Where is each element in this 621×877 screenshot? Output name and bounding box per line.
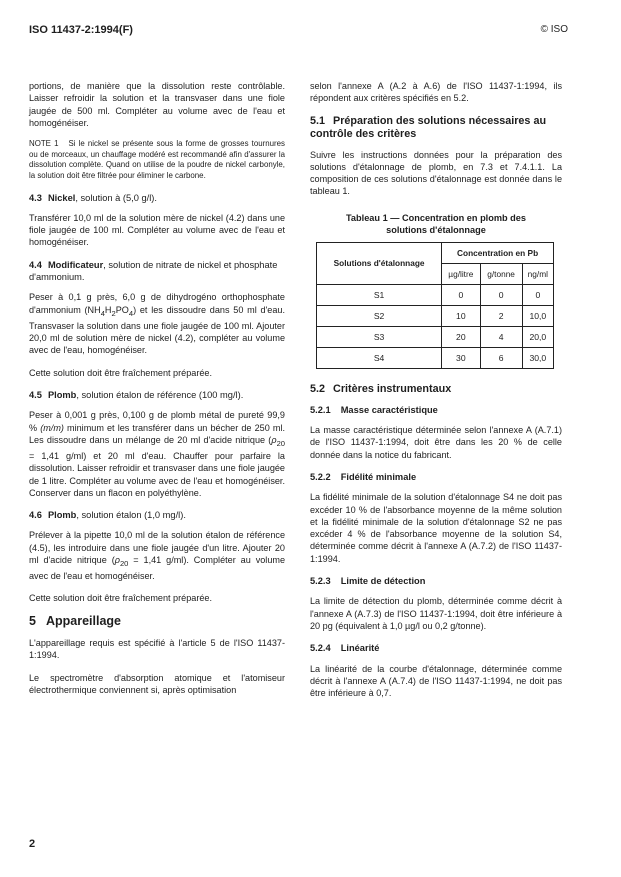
- section-title: Plomb: [47, 510, 77, 521]
- section-subtitle: , solution de nitrate de nickel et phosphate d'ammonium.: [29, 259, 278, 283]
- table-unit: µg/litre: [442, 263, 480, 284]
- section-subtitle: , solution à (5,0 g/l).: [75, 192, 157, 203]
- section-title: Nickel: [47, 192, 76, 203]
- table-unit: g/tonne: [480, 263, 522, 284]
- table-row: S1 0 0 0: [317, 284, 554, 305]
- table-header-concentration: Concentration en Pb: [442, 242, 554, 263]
- copyright-mark: © ISO: [540, 24, 568, 35]
- note-text: Si le nickel se présente sous la forme de grosses tournures ou de morceaux, un chauffage modéré est recommandé afin d'assurer la dissolution complète. Quand on utilise de la poudre de nickel carbonyle, la solution doit être filtrée pour éliminer le carbone.: [29, 139, 285, 180]
- table-row: S4 30 6 30,0: [317, 347, 554, 368]
- table-row: S2 10 2 10,0: [317, 305, 554, 326]
- note-1: [29, 139, 285, 181]
- heading-5-2-3: 5.2.3 Limite de détection: [310, 576, 426, 587]
- section-number: 4.5: [29, 389, 42, 400]
- paragraph: La limite de détection du plomb, déterminée comme décrit à l'annexe A (A.7.3) de l'ISO 11437-1:1994, doit être inférieure à 20 pg (équivalent à 1,0 µg/l ou 0,2 g/tonne).: [310, 596, 562, 631]
- section-subtitle: , solution étalon de référence (100 mg/l).: [76, 389, 244, 400]
- paragraph: La masse caractéristique déterminée selon l'annexe A (A.7.1) de l'ISO 11437-1:1994, doit être dans les 20 % de celle donnée dans la notice du fabricant.: [310, 425, 562, 460]
- document-id: ISO 11437-2:1994(F): [29, 24, 133, 36]
- heading-4-6: [29, 509, 285, 521]
- note-label: NOTE 1: [29, 139, 59, 149]
- paragraph: La fidélité minimale de la solution d'étalonnage S4 ne doit pas excéder 10 % de l'absorbance moyenne de la même solution et la fidélité minimale de la solution d'étalonnage S2 ne pas excéder 4 % de l'absorbance moyenne de la solution S4, déterminée comme décrit à l'annexe A (A.7.2) de l'ISO 11437-1:1994.: [310, 492, 562, 564]
- table-unit: ng/ml: [522, 263, 553, 284]
- paragraph: Suivre les instructions données pour la préparation des solutions d'étalonnage de plomb, en 7.3 et 7.4.1.1. La composition de ces solutions d'étalonnage est donnée dans le tableau 1.: [310, 149, 562, 197]
- paragraph: Peser à 0,001 g près, 0,100 g de plomb métal de pureté 99,9 % (m/m) minimum et les transférer dans un bécher de 250 ml. Les dissoudre dans un mélange de 20 ml d'acide nitrique ($\rho_{20} = 1,41$ g/ml) et 20 ml d'eau. Chauffer pour parfaire la dissolution. Laisser refroidir et transvaser dans une fiole jaugée de 1 litre. Compléter au volume avec de l'eau et homogénéiser. Conserver dans un flacon en polyéthylène.: [29, 410, 285, 498]
- table-caption: Tableau 1 — Concentration en plomb des solutions d'étalonnage: [345, 212, 527, 235]
- paragraph: Cette solution doit être fraîchement préparée.: [29, 367, 212, 378]
- paragraph: La linéarité de la courbe d'étalonnage, déterminée comme décrit à l'annexe A (A.7.4) de l'ISO 11437-1:1994, ne doit pas être inférieure à 0,7.: [310, 663, 562, 699]
- section-title: Plomb: [47, 389, 77, 400]
- heading-5-1: 5.1 Préparation des solutions nécessaires au contrôle des critères: [310, 114, 547, 140]
- heading-5-2-1: 5.2.1 Masse caractéristique: [310, 404, 438, 415]
- paragraph: L'appareillage requis est spécifié à l'article 5 de l'ISO 11437-1:1994.: [29, 638, 285, 661]
- heading-4-3: [29, 192, 285, 204]
- page-number: 2: [29, 838, 36, 850]
- heading-5-2-2: 5.2.2 Fidélité minimale: [310, 471, 417, 482]
- section-number: 4.4: [29, 259, 42, 270]
- section-number: 4.6: [29, 510, 42, 521]
- paragraph: Cette solution doit être fraîchement préparée.: [29, 593, 212, 604]
- section-number: 4.3: [29, 192, 42, 203]
- heading-5-2: 5.2 Critères instrumentaux: [310, 382, 452, 395]
- section-subtitle: , solution étalon (1,0 mg/l).: [76, 510, 186, 521]
- paragraph: Transférer 10,0 ml de la solution mère de nickel (4.2) dans une fiole jaugée de 100 ml. Compléter au volume avec de l'eau et homogénéiser.: [29, 212, 285, 248]
- heading-4-4: [29, 259, 285, 284]
- paragraph: Le spectromètre d'absorption atomique et l'atomiseur électrothermique conviennent si, après optimisation: [29, 672, 285, 695]
- concentration-table: [316, 242, 554, 369]
- table-header-solutions: Solutions d'étalonnage: [317, 242, 442, 284]
- paragraph: selon l'annexe A (A.2 à A.6) de l'ISO 11437-1:1994, ils répondent aux critères spécifiés en 5.2.: [310, 81, 562, 104]
- section-title: Modificateur: [47, 259, 104, 270]
- right-column: [310, 80, 562, 709]
- table-row: S3 20 4 20,0: [317, 326, 554, 347]
- left-column: [29, 80, 285, 706]
- heading-5: 5 Appareillage: [29, 613, 121, 628]
- paragraph: Prélever à la pipette 10,0 ml de la solution étalon de référence (4.5), les introduire dans une fiole jaugée d'un litre. Ajouter 20 ml d'acide nitrique ($\rho_{20} = 1,41$ g/ml). Compléter au volume avec de l'eau et homogénéiser.: [29, 530, 286, 582]
- heading-5-2-4: 5.2.4 Linéarité: [310, 643, 380, 654]
- heading-4-5: [29, 389, 285, 401]
- paragraph: portions, de manière que la dissolution reste contrôlable. Laisser refroidir la solution et la transvaser dans une fiole jaugée de 500 ml. Compléter au volume avec de l'eau et homogénéiser.: [29, 81, 285, 128]
- paragraph: Peser à 0,1 g près, 6,0 g de dihydrogéno orthophosphate d'ammonium $(NH_4H_2PO_4)$ et les dissoudre dans 50 ml d'eau. Transvaser la solution dans une fiole jaugée de 100 ml. Ajouter 20,0 ml de solution mère de nickel (4.2), compléter au volume avec de l'eau, homogénéiser.: [29, 292, 285, 356]
